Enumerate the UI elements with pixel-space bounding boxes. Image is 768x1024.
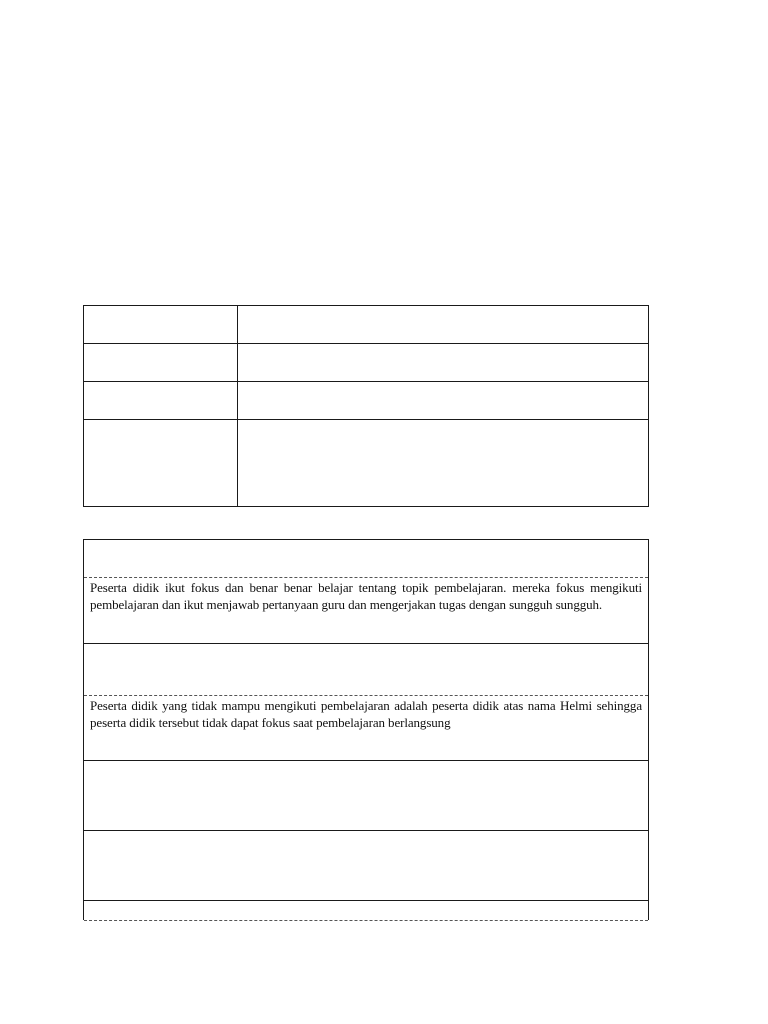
answer-text: Peserta didik ikut fokus dan benar benar belajar tentang topik pembelajaran. mereka fokus mengikuti pembelajaran dan ikut menjawab pertanyaan guru dan mengerjakan tugas dengan sungguh sungguh. bbox=[90, 580, 642, 612]
identity-value-cell bbox=[238, 306, 648, 343]
answer-row bbox=[84, 578, 648, 644]
identity-label-cell bbox=[84, 420, 238, 506]
identity-row bbox=[84, 382, 648, 420]
answer-text: Peserta didik yang tidak mampu mengikuti pembelajaran adalah peserta didik atas nama Helmi sehingga peserta didik tersebut tidak dapat fokus saat pembelajaran berlangsung bbox=[90, 698, 642, 730]
identity-value-cell bbox=[238, 420, 648, 506]
question-row bbox=[84, 540, 648, 578]
answer-row bbox=[84, 696, 648, 761]
question-row bbox=[84, 761, 648, 831]
identity-row bbox=[84, 306, 648, 344]
identity-label-cell bbox=[84, 306, 238, 343]
identity-row bbox=[84, 420, 648, 506]
identity-label-cell bbox=[84, 382, 238, 419]
identity-value-cell bbox=[238, 382, 648, 419]
identity-label-cell bbox=[84, 344, 238, 381]
identity-value-cell bbox=[238, 344, 648, 381]
observation-table bbox=[83, 539, 649, 920]
question-row bbox=[84, 901, 648, 921]
question-row bbox=[84, 831, 648, 901]
question-row bbox=[84, 644, 648, 696]
identity-table bbox=[83, 305, 649, 507]
identity-row bbox=[84, 344, 648, 382]
